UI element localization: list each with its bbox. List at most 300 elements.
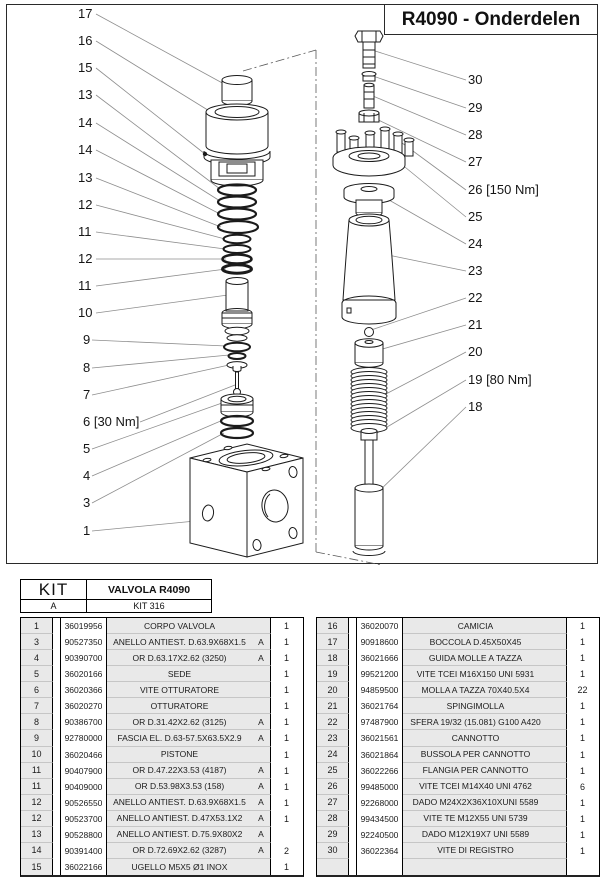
table-row (317, 650, 599, 666)
part-oring-small (229, 353, 246, 359)
callout-label-24: 24 (468, 236, 483, 251)
cell-quantity: 1 (567, 618, 598, 634)
cell-position: 30 (317, 843, 349, 859)
part-antiextrusion-3 (221, 428, 253, 438)
callout-label-20: 20 (468, 344, 483, 359)
parts-table-left (20, 617, 304, 877)
part-elastic-band (224, 343, 250, 352)
table-row (317, 666, 599, 682)
callout-label-18: 18 (468, 399, 483, 414)
cell-description: OR D.31.42X2.62 (3125) (107, 714, 252, 730)
cell-code: 90409000 (61, 779, 107, 795)
part-large-orings (218, 185, 258, 234)
part-seat (221, 394, 253, 417)
cell-gap (53, 618, 61, 634)
cell-kit-flag (252, 618, 271, 634)
cell-kit-flag (548, 795, 567, 811)
cell-gap (53, 763, 61, 779)
cell-quantity: 22 (567, 682, 598, 698)
callout-label-14: 14 (78, 142, 93, 157)
callout-label-14: 14 (78, 115, 93, 130)
callout-label-29: 29 (468, 100, 483, 115)
cell-quantity: 1 (567, 666, 598, 682)
callout-label-4: 4 (83, 468, 91, 483)
cell-description: FLANGIA PER CANNOTTO (403, 763, 548, 779)
cell-gap (53, 843, 61, 859)
cell-kit-flag (548, 634, 567, 650)
kit-letter: A (21, 600, 87, 612)
cell-gap (349, 827, 357, 843)
leader-line (372, 50, 466, 80)
cell-gap (349, 618, 357, 634)
cell-kit-flag (548, 698, 567, 714)
table-row (21, 666, 303, 682)
cell-kit-flag (252, 666, 271, 682)
part-spring-pusher (355, 339, 383, 367)
part-body-sleeve (204, 104, 270, 186)
cell-description: DADO M24X2X36X10XUNI 5589 (403, 795, 548, 811)
cell-position: 6 (21, 682, 53, 698)
cell-description: OTTURATORE (107, 698, 252, 714)
leader-line (375, 407, 466, 495)
part-poppet-screw (234, 372, 241, 396)
callout-label-7: 7 (83, 387, 91, 402)
cell-description: OR D.53.98X3.53 (158) (107, 779, 252, 795)
cell-gap (349, 843, 357, 859)
cell-position: 4 (21, 650, 53, 666)
callout-label-28: 28 (468, 127, 483, 142)
cell-quantity: 1 (567, 634, 598, 650)
table-row (317, 859, 599, 875)
cell-gap (53, 682, 61, 698)
callout-label-5: 5 (83, 441, 91, 456)
cell-gap (53, 811, 61, 827)
table-row (21, 811, 303, 827)
cell-position: 7 (21, 698, 53, 714)
leader-line (92, 365, 229, 395)
cell-code: 92240500 (357, 827, 403, 843)
cell-gap (53, 634, 61, 650)
table-row (317, 698, 599, 714)
cell-position: 11 (21, 763, 53, 779)
cell-quantity: 1 (567, 650, 598, 666)
cell-gap (349, 795, 357, 811)
cell-position: 19 (317, 666, 349, 682)
cell-kit-flag (548, 747, 567, 763)
callout-label-12: 12 (78, 251, 93, 266)
cell-code: 36021561 (357, 730, 403, 746)
cell-description: CANNOTTO (403, 730, 548, 746)
cell-gap (53, 666, 61, 682)
part-flange (333, 147, 405, 176)
cell-gap (349, 682, 357, 698)
cell-kit-flag: A (252, 634, 271, 650)
table-row (21, 763, 303, 779)
callout-label-1: 1 (83, 523, 91, 538)
part-poppet (227, 362, 247, 372)
cell-position: 1 (21, 618, 53, 634)
cell-code: 97487900 (357, 714, 403, 730)
table-row (21, 650, 303, 666)
table-row (21, 634, 303, 650)
cell-gap (349, 779, 357, 795)
cell-description: ANELLO ANTIEST. D.75.9X80X2 (107, 827, 252, 843)
cell-code: 36019956 (61, 618, 107, 634)
valve-cartridge-drawing (190, 76, 303, 558)
cell-gap (53, 827, 61, 843)
cell-quantity: 1 (567, 795, 598, 811)
cell-quantity: 1 (271, 779, 302, 795)
cell-description: SFERA 19/32 (15.081) G100 A420 (403, 714, 548, 730)
cell-code: 90390700 (61, 650, 107, 666)
callout-label-16: 16 (78, 33, 93, 48)
callout-label-26: 26 [150 Nm] (468, 182, 539, 197)
cell-code: 99521200 (357, 666, 403, 682)
table-row (317, 714, 599, 730)
leader-line (92, 355, 229, 368)
cell-quantity (567, 859, 598, 875)
cell-code: 36020070 (357, 618, 403, 634)
cell-quantity: 1 (567, 827, 598, 843)
part-bushing (344, 184, 394, 217)
cell-description: BUSSOLA PER CANNOTTO (403, 747, 548, 763)
part-cap (222, 76, 252, 106)
cell-kit-flag (252, 859, 271, 875)
callout-label-17: 17 (78, 6, 93, 21)
cell-description: ANELLO ANTIEST. D.63.9X68X1.5 (107, 795, 252, 811)
cell-kit-flag (252, 682, 271, 698)
table-row (21, 730, 303, 746)
cell-position: 8 (21, 714, 53, 730)
part-register-screw (353, 440, 385, 556)
cell-position: 22 (317, 714, 349, 730)
cell-gap (349, 698, 357, 714)
cell-description: VITE DI REGISTRO (403, 843, 548, 859)
table-row (21, 859, 303, 875)
callout-label-25: 25 (468, 209, 483, 224)
cell-description: VITE TCEI M14X40 UNI 4762 (403, 779, 548, 795)
part-hex-bolt (355, 31, 383, 68)
leader-line (96, 232, 225, 249)
parts-list (20, 617, 600, 877)
table-row (317, 730, 599, 746)
table-row (21, 698, 303, 714)
cell-position: 20 (317, 682, 349, 698)
callout-label-22: 22 (468, 290, 483, 305)
cell-kit-flag (548, 763, 567, 779)
cell-description: SEDE (107, 666, 252, 682)
callout-label-21: 21 (468, 317, 483, 332)
cell-position: 29 (317, 827, 349, 843)
callout-label-30: 30 (468, 72, 483, 87)
cell-kit-flag (252, 747, 271, 763)
cell-description: CORPO VALVOLA (107, 618, 252, 634)
cell-position: 5 (21, 666, 53, 682)
leader-line (382, 196, 466, 244)
callout-label-9: 9 (83, 332, 91, 347)
cell-code: 90526550 (61, 795, 107, 811)
cell-description: FASCIA EL. D.63-57.5X63.5X2.9 (107, 730, 252, 746)
leader-line (96, 205, 225, 239)
table-row (21, 795, 303, 811)
cell-gap (53, 714, 61, 730)
part-sleeve-camicia (342, 214, 396, 324)
cell-kit-flag (548, 859, 567, 875)
cell-code: 92780000 (61, 730, 107, 746)
cell-kit-flag: A (252, 714, 271, 730)
cell-position: 27 (317, 795, 349, 811)
table-row (317, 811, 599, 827)
cell-description: CAMICIA (403, 618, 548, 634)
cell-position: 18 (317, 650, 349, 666)
callout-label-19: 19 [80 Nm] (468, 372, 532, 387)
cell-description: OR D.47.22X3.53 (4187) (107, 763, 252, 779)
cell-position: 16 (317, 618, 349, 634)
cell-gap (349, 763, 357, 779)
part-small-orings (223, 235, 252, 273)
cell-description: OR D.63.17X2.62 (3250) (107, 650, 252, 666)
leader-line (96, 150, 220, 214)
leader-line (379, 325, 466, 350)
table-row (317, 827, 599, 843)
cell-quantity: 1 (271, 618, 302, 634)
part-ball (365, 328, 374, 337)
cell-description: ANELLO ANTIEST. D.47X53.1X2 (107, 811, 252, 827)
cell-code: 36020166 (61, 666, 107, 682)
cell-position: 25 (317, 763, 349, 779)
cell-quantity: 1 (271, 714, 302, 730)
table-row (21, 682, 303, 698)
cell-kit-flag (548, 714, 567, 730)
cell-position: 17 (317, 634, 349, 650)
cell-kit-flag: A (252, 650, 271, 666)
leader-line (370, 75, 466, 108)
callout-label-11: 11 (78, 278, 92, 293)
callout-labels (78, 6, 539, 538)
callout-label-3: 3 (83, 495, 91, 510)
cell-code: 90386700 (61, 714, 107, 730)
cell-code: 36022364 (357, 843, 403, 859)
cell-gap (349, 859, 357, 875)
part-nozzle-marker (203, 152, 207, 156)
kit-valve-name: VALVOLA R4090 (87, 580, 211, 600)
parts-table-right (316, 617, 600, 877)
cell-kit-flag (548, 682, 567, 698)
cell-code: 90391400 (61, 843, 107, 859)
part-stud (364, 83, 374, 108)
leader-line (400, 163, 466, 217)
cell-gap (53, 747, 61, 763)
cell-gap (349, 666, 357, 682)
cell-gap (349, 634, 357, 650)
part-valve-body (190, 444, 303, 557)
cell-gap (349, 747, 357, 763)
leader-line (96, 178, 221, 227)
cell-position: 15 (21, 859, 53, 875)
cell-kit-flag: A (252, 779, 271, 795)
table-row (317, 634, 599, 650)
cell-quantity: 1 (271, 682, 302, 698)
cell-description: VITE TE M12X55 UNI 5739 (403, 811, 548, 827)
leader-line (96, 295, 228, 313)
cell-quantity: 1 (271, 811, 302, 827)
cell-code (357, 859, 403, 875)
cell-description: PISTONE (107, 747, 252, 763)
cell-position: 21 (317, 698, 349, 714)
cell-description: MOLLA A TAZZA 70X40.5X4 (403, 682, 548, 698)
cell-gap (349, 811, 357, 827)
cell-code: 36021864 (357, 747, 403, 763)
table-row (317, 795, 599, 811)
cell-quantity: 1 (271, 698, 302, 714)
cell-kit-flag (548, 779, 567, 795)
cell-code: 90523700 (61, 811, 107, 827)
cell-code: 36021666 (357, 650, 403, 666)
table-row (21, 827, 303, 843)
cell-kit-flag (548, 843, 567, 859)
leader-line (96, 68, 205, 154)
cell-description: BOCCOLA D.45X50X45 (403, 634, 548, 650)
callout-label-15: 15 (78, 60, 93, 75)
callout-label-13: 13 (78, 87, 93, 102)
spring-cartridge-drawing (333, 31, 414, 556)
cell-kit-flag: A (252, 730, 271, 746)
leader-line (96, 95, 220, 189)
cell-position: 3 (21, 634, 53, 650)
cell-gap (53, 650, 61, 666)
cell-gap (349, 714, 357, 730)
cell-code: 90527350 (61, 634, 107, 650)
cell-kit-flag (548, 618, 567, 634)
cell-position: 24 (317, 747, 349, 763)
cell-quantity: 1 (271, 650, 302, 666)
callout-label-27: 27 (468, 154, 483, 169)
kit-table (20, 579, 212, 613)
callout-label-10: 10 (78, 305, 93, 320)
cell-description: GUIDA MOLLE A TAZZA (403, 650, 548, 666)
leader-line (96, 269, 226, 286)
cell-gap (53, 859, 61, 875)
cell-position: 9 (21, 730, 53, 746)
kit-header-label: KIT (21, 580, 87, 600)
cell-position (317, 859, 349, 875)
page-title: R4090 - Onderdelen (384, 4, 598, 35)
cell-position: 26 (317, 779, 349, 795)
cell-code: 90918600 (357, 634, 403, 650)
cell-code: 36022266 (357, 763, 403, 779)
cell-kit-flag (548, 650, 567, 666)
cell-code: 99434500 (357, 811, 403, 827)
cell-description: UGELLO M5X5 Ø1 INOX (107, 859, 252, 875)
cell-gap (349, 730, 357, 746)
cell-position: 12 (21, 811, 53, 827)
cell-gap (53, 779, 61, 795)
cell-quantity: 1 (567, 811, 598, 827)
cell-quantity: 1 (271, 634, 302, 650)
table-row (317, 747, 599, 763)
cell-code: 99485000 (357, 779, 403, 795)
leader-line (384, 352, 466, 395)
cell-code: 90528800 (61, 827, 107, 843)
leader-line (96, 123, 220, 201)
cell-position: 13 (21, 827, 53, 843)
callout-label-6: 6 [30 Nm] (83, 414, 140, 429)
cell-kit-flag (548, 730, 567, 746)
cell-kit-flag (252, 698, 271, 714)
part-adjust-nut (361, 429, 377, 441)
cell-quantity: 1 (271, 795, 302, 811)
cell-gap (349, 650, 357, 666)
callout-label-8: 8 (83, 360, 91, 375)
cell-kit-flag: A (252, 795, 271, 811)
part-washer (362, 72, 376, 82)
cell-quantity: 1 (567, 763, 598, 779)
cell-kit-flag: A (252, 811, 271, 827)
cell-quantity: 2 (271, 843, 302, 859)
cell-quantity: 6 (567, 779, 598, 795)
cell-position: 23 (317, 730, 349, 746)
leader-line (388, 255, 466, 271)
kit-code: KIT 316 (133, 601, 165, 611)
cell-description: DADO M12X19X7 UNI 5589 (403, 827, 548, 843)
cell-kit-flag (548, 827, 567, 843)
table-row (21, 618, 303, 634)
table-row (317, 682, 599, 698)
table-row (317, 843, 599, 859)
cell-description: VITE OTTURATORE (107, 682, 252, 698)
cell-description: ANELLO ANTIEST. D.63.9X68X1.5 (107, 634, 252, 650)
cell-description (403, 859, 548, 875)
cell-quantity: 1 (567, 730, 598, 746)
cell-code: 36020466 (61, 747, 107, 763)
cell-quantity: 1 (271, 666, 302, 682)
cell-quantity: 1 (567, 698, 598, 714)
cell-position: 14 (21, 843, 53, 859)
cell-kit-flag: A (252, 763, 271, 779)
cell-gap (53, 795, 61, 811)
cell-quantity: 1 (271, 763, 302, 779)
cell-kit-flag (548, 666, 567, 682)
cell-code: 36022166 (61, 859, 107, 875)
cell-kit-flag: A (252, 843, 271, 859)
callout-label-13: 13 (78, 170, 93, 185)
cell-kit-flag: A (252, 827, 271, 843)
cell-quantity: 1 (567, 714, 598, 730)
cell-position: 28 (317, 811, 349, 827)
cell-gap (53, 730, 61, 746)
table-row (317, 763, 599, 779)
cell-code: 90407900 (61, 763, 107, 779)
table-row (317, 618, 599, 634)
cell-code: 92268000 (357, 795, 403, 811)
table-row (317, 779, 599, 795)
cell-gap (53, 698, 61, 714)
cell-quantity: 1 (271, 859, 302, 875)
callout-label-11: 11 (78, 224, 92, 239)
cell-code: 36021764 (357, 698, 403, 714)
leader-line (96, 14, 226, 85)
cell-quantity (271, 827, 302, 843)
cell-description: SPINGIMOLLA (403, 698, 548, 714)
cell-code: 94859500 (357, 682, 403, 698)
table-row (21, 779, 303, 795)
leader-line (92, 340, 226, 346)
cell-description: VITE TCEI M16X150 UNI 5931 (403, 666, 548, 682)
cell-kit-flag (548, 811, 567, 827)
cell-quantity: 1 (567, 843, 598, 859)
cell-quantity: 1 (567, 747, 598, 763)
part-piston (222, 278, 252, 342)
